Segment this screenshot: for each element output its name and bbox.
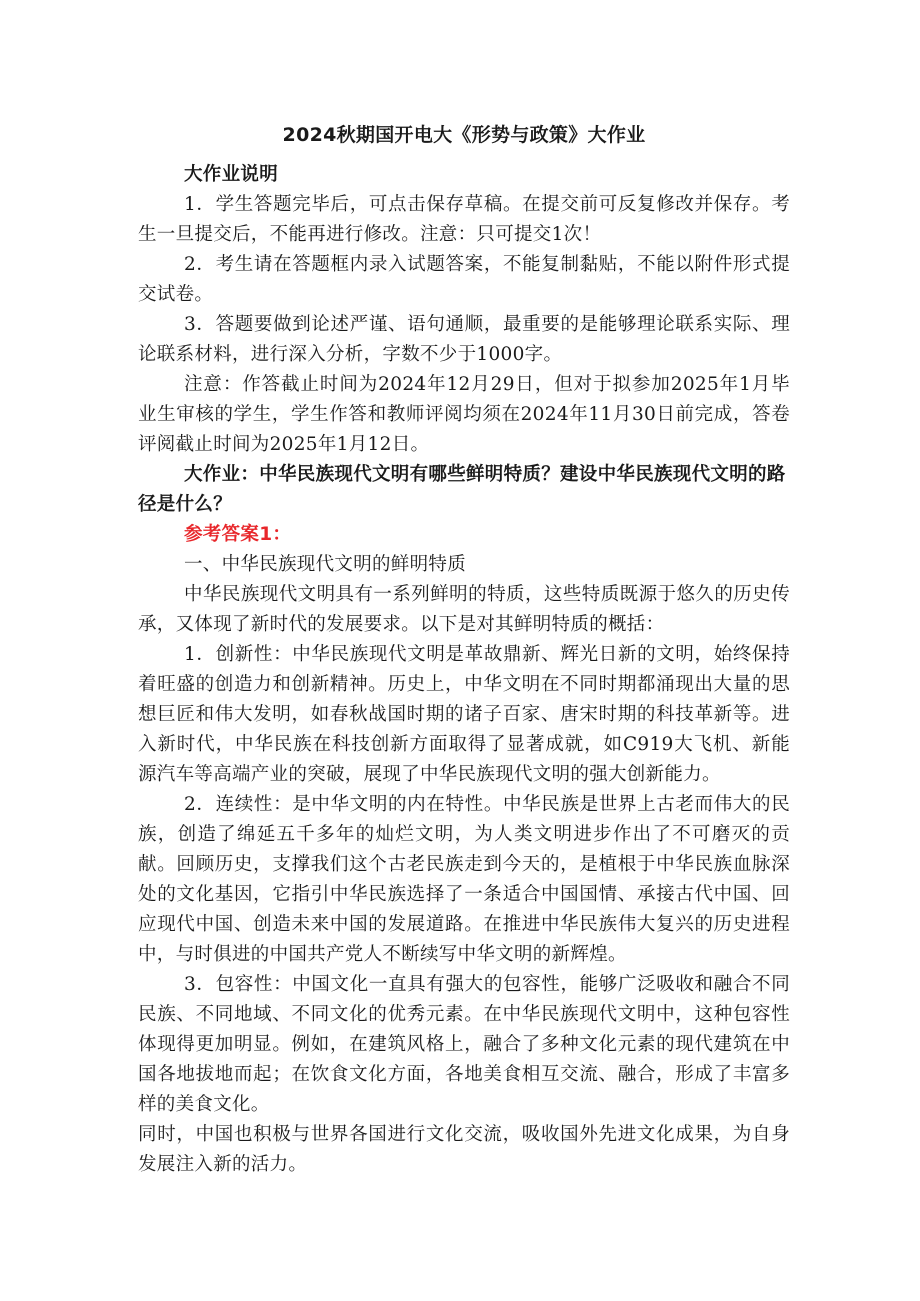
body-paragraph: 2．连续性：是中华文明的内在特性。中华民族是世界上古老而伟大的民族，创造了绵延五千多年的灿烂文明，为人类文明进步作出了不可磨灭的贡献。回顾历史，支撑我们这个古老民族走到今天的，是植根于中华民族血脉深处的文化基因，它指引中华民族选择了一条适合中国国情、承接古代中国、回应现代中国、创造未来中国的发展道路。在推进中华民族伟大复兴的历史进程中，与时俱进的中国共产党人不断续写中华文明的新辉煌。 (138, 794, 790, 965)
deadline-note: 注意：作答截止时间为2024年12月29日，但对于拟参加2025年1月毕业生审核的学生，学生作答和教师评阅均须在2024年11月30日前完成，答卷评阅截止时间为2025年1月12日。 (138, 374, 790, 455)
body-paragraph: 1．创新性：中华民族现代文明是革故鼎新、辉光日新的文明，始终保持着旺盛的创造力和创新精神。历史上，中华文明在不同时期都涌现出大量的思想巨匠和伟大发明，如春秋战国时期的诸子百家、唐宋时期的科技革新等。进入新时代，中华民族在科技创新方面取得了显著成就，如C919大飞机、新能源汽车等高端产业的突破，展现了中华民族现代文明的强大创新能力。 (138, 644, 790, 785)
body-paragraph: 3．包容性：中国文化一直具有强大的包容性，能够广泛吸收和融合不同民族、不同地域、不同文化的优秀元素。在中华民族现代文明中，这种包容性体现得更加明显。例如，在建筑风格上，融合了多种文化元素的现代建筑在中国各地拔地而起；在饮食文化方面，各地美食相互交流、融合，形成了丰富多样的美食文化。 (138, 974, 790, 1115)
question-heading: 大作业：中华民族现代文明有哪些鲜明特质？建设中华民族现代文明的路径是什么？ (138, 464, 786, 515)
body-paragraph: 中华民族现代文明具有一系列鲜明的特质，这些特质既源于悠久的历史传承，又体现了新时代的发展要求。以下是对其鲜明特质的概括： (138, 584, 790, 635)
instruction-item: 1．学生答题完毕后，可点击保存草稿。在提交前可反复修改并保存。考生一旦提交后，不能再进行修改。注意：只可提交1次！ (138, 194, 790, 245)
document-page (138, 120, 790, 1180)
instruction-item: 3．答题要做到论述严谨、语句通顺，最重要的是能够理论联系实际、理论联系材料，进行深入分析，字数不少于1000字。 (138, 314, 790, 365)
instructions-heading: 大作业说明 (184, 164, 279, 185)
document-title: 2024秋期国开电大《形势与政策》大作业 (282, 124, 646, 146)
answer-label: 参考答案1： (184, 524, 292, 545)
instruction-item: 2．考生请在答题框内录入试题答案，不能复制黏贴，不能以附件形式提交试卷。 (138, 254, 790, 305)
section-heading: 一、中华民族现代文明的鲜明特质 (184, 554, 467, 575)
closing-paragraph: 同时，中国也积极与世界各国进行文化交流，吸收国外先进文化成果，为自身发展注入新的活力。 (138, 1124, 790, 1175)
